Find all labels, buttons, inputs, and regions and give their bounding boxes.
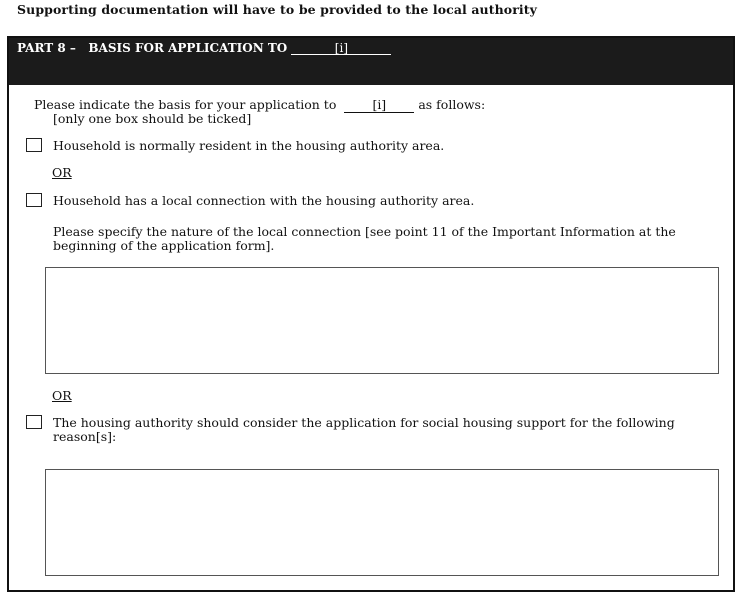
section-header [9, 38, 733, 85]
resident-option-label: Household is normally resident in the housing authority area. [53, 138, 445, 153]
or-separator: OR [52, 165, 72, 180]
local-connection-instruction: Please specify the nature of the local connection [see point 11 of the Important Information at the beginning of the application form]. [53, 224, 676, 253]
part-8-panel [7, 36, 735, 592]
basis-instruction-suffix: as follows: [418, 97, 486, 112]
authority-blank: [i] [344, 99, 414, 113]
authority-name-blank: [i] [291, 42, 391, 55]
section-title [17, 41, 391, 55]
other-reasons-checkbox[interactable] [26, 415, 42, 429]
or-separator: OR [52, 388, 72, 403]
local-connection-checkbox[interactable] [26, 193, 42, 207]
documentation-notice: Supporting documentation will have to be provided to the local authority [17, 2, 538, 17]
other-reasons-option-label: The housing authority should consider the application for social housing support for the following reason[s]: [53, 415, 675, 444]
tick-one-note: [only one box should be ticked] [53, 111, 252, 126]
basis-instruction-text: Please indicate the basis for your application to [34, 97, 341, 112]
other-reasons-details-field[interactable] [45, 469, 719, 576]
resident-checkbox[interactable] [26, 138, 42, 152]
local-connection-option-label: Household has a local connection with the housing authority area. [53, 193, 475, 208]
section-title-text: PART 8 – BASIS FOR APPLICATION TO [17, 41, 292, 55]
local-connection-details-field[interactable] [45, 267, 719, 374]
